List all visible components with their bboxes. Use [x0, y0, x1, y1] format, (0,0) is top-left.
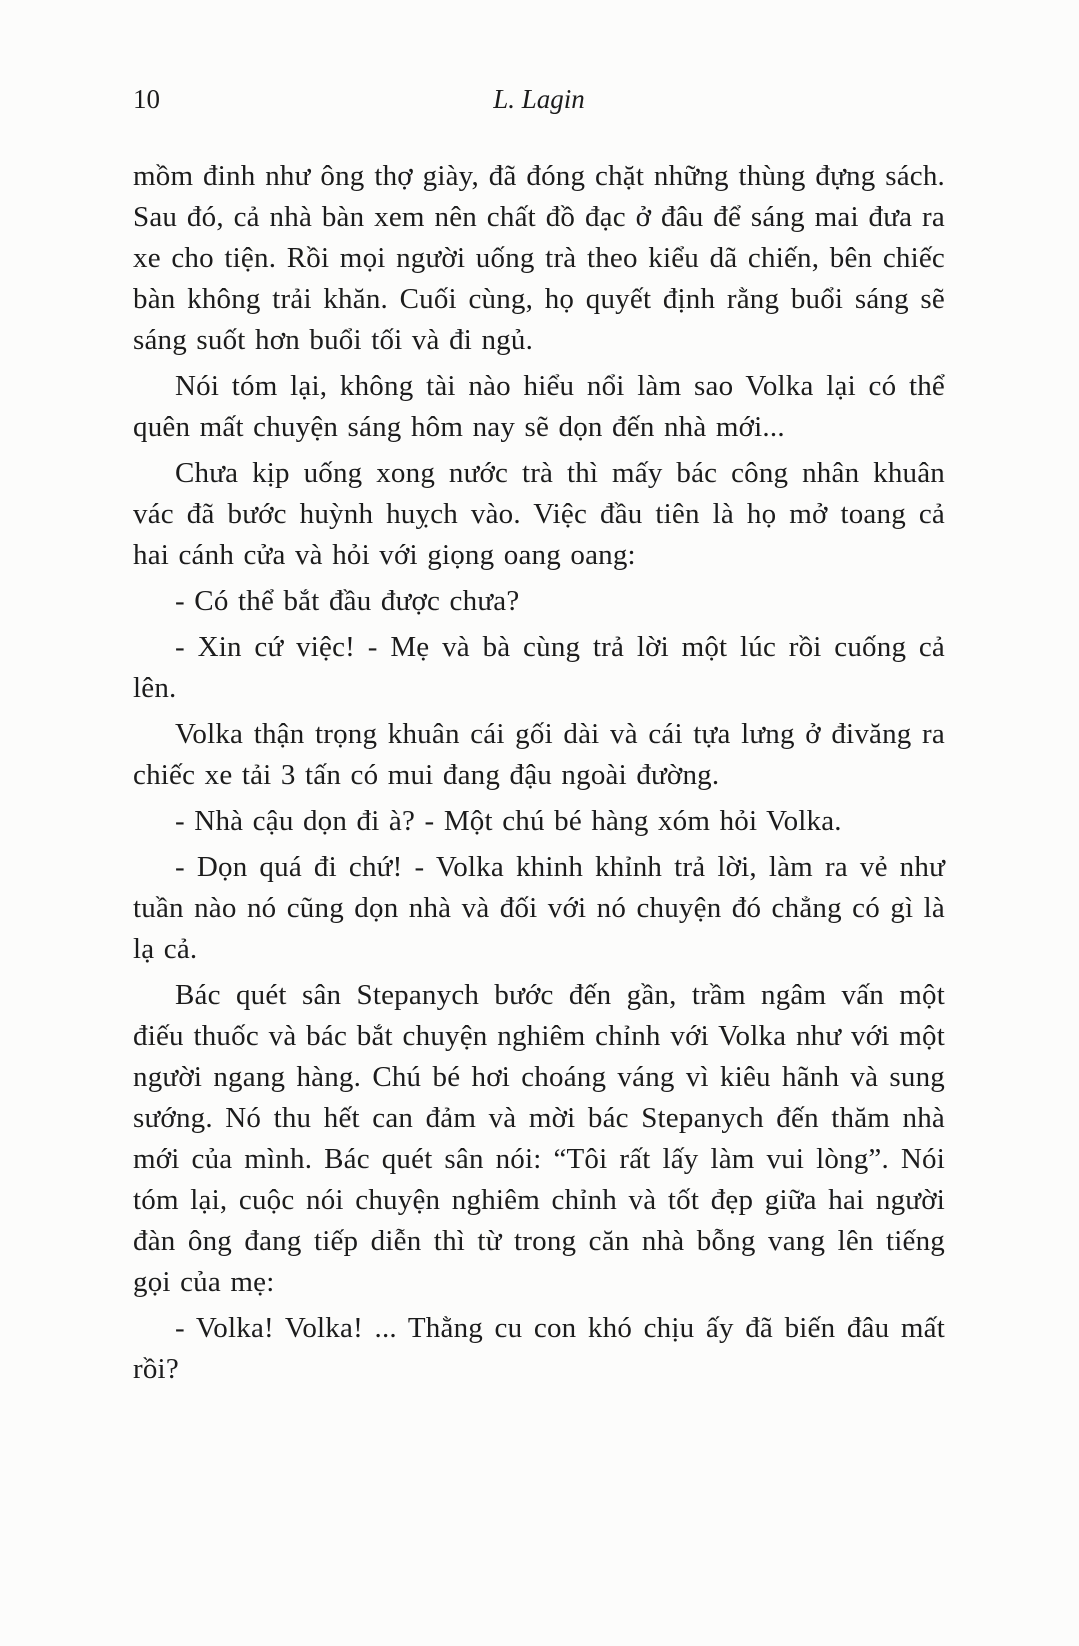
paragraph: - Có thể bắt đầu được chưa? [175, 585, 520, 617]
running-title: L. Lagin [493, 84, 585, 114]
paragraph: Volka thận trọng khuân cái gối dài và cái tựa lưng ở đivăng ra chiếc xe tải 3 tấn có mui đang đậu ngoài đường. [133, 718, 945, 791]
text-block [133, 156, 945, 1390]
paragraph: - Volka! Volka! ... Thằng cu con khó chịu ấy đã biến đâu mất rồi? [133, 1312, 945, 1385]
paragraph: - Xin cứ việc! - Mẹ và bà cùng trả lời một lúc rồi cuống cả lên. [133, 631, 945, 704]
paragraph: mồm đinh như ông thợ giày, đã đóng chặt những thùng đựng sách. Sau đó, cả nhà bàn xem nên chất đồ đạc ở đâu để sáng mai đưa ra xe cho tiện. Rồi mọi người uống trà theo kiểu dã chiến, bên chiếc bàn không trải khăn. Cuối cùng, họ quyết định rằng buổi sáng sẽ sáng suốt hơn buổi tối và đi ngủ. [133, 160, 945, 356]
paragraph: Chưa kịp uống xong nước trà thì mấy bác công nhân khuân vác đã bước huỳnh huỵch vào. Việc đầu tiên là họ mở toang cả hai cánh cửa và hỏi với giọng oang oang: [133, 457, 945, 571]
page-header [133, 84, 945, 118]
paragraph: Nói tóm lại, không tài nào hiểu nổi làm sao Volka lại có thể quên mất chuyện sáng hôm nay sẽ dọn đến nhà mới... [133, 370, 945, 443]
paragraph: - Dọn quá đi chứ! - Volka khinh khỉnh trả lời, làm ra vẻ như tuần nào nó cũng dọn nhà và đối với nó chuyện đó chẳng có gì là lạ cả. [133, 851, 945, 965]
paragraph: Bác quét sân Stepanych bước đến gần, trầm ngâm vấn một điếu thuốc và bác bắt chuyện nghiêm chỉnh với Volka như với một người ngang hàng. Chú bé hơi choáng váng vì kiêu hãnh và sung sướng. Nó thu hết can đảm và mời bác Stepanych đến thăm nhà mới của mình. Bác quét sân nói: “Tôi rất lấy làm vui lòng”. Nói tóm lại, cuộc nói chuyện nghiêm chỉnh và tốt đẹp giữa hai người đàn ông đang tiếp diễn thì từ trong căn nhà bỗng vang lên tiếng gọi của mẹ: [133, 979, 945, 1298]
paragraph: - Nhà cậu dọn đi à? - Một chú bé hàng xóm hỏi Volka. [175, 805, 842, 837]
page-number: 10 [133, 84, 160, 114]
